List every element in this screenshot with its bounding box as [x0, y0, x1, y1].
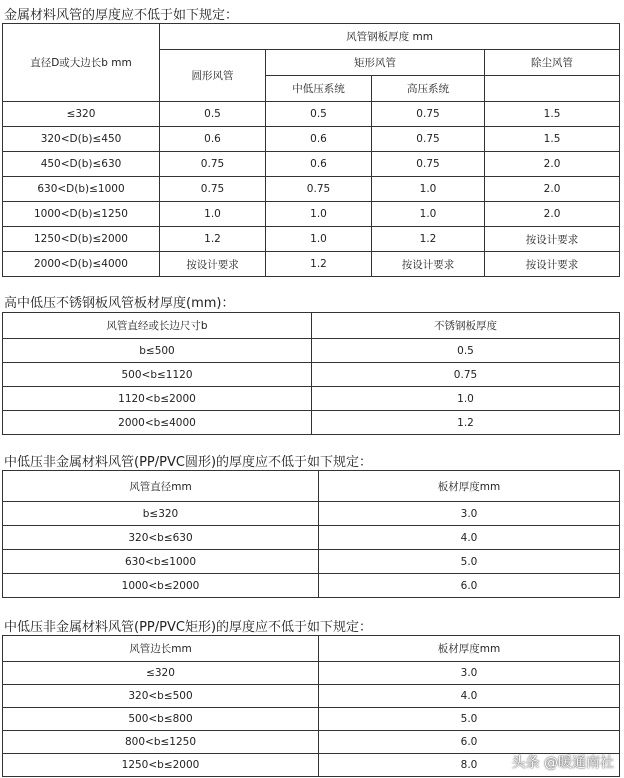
- t4-row: [3, 662, 620, 685]
- t1-cell: 1.0: [160, 202, 266, 227]
- t4-cell: 4.0: [319, 685, 620, 708]
- t4-cell: 6.0: [319, 731, 620, 754]
- t1-cell: 0.75: [372, 102, 485, 127]
- t1-cell: 320<D(b)≤450: [3, 127, 160, 152]
- t2-cell: b≤500: [3, 339, 312, 363]
- t2-cell: 0.75: [312, 363, 620, 387]
- metal-duct-thickness-table: [2, 23, 620, 277]
- t1-cell: 按设计要求: [160, 252, 266, 277]
- t1-cell: 0.5: [266, 102, 372, 127]
- t3-header-diameter: 风管直径mm: [3, 471, 319, 502]
- table1-heading: 金属材料风管的厚度应不低于如下规定：: [4, 8, 239, 23]
- t2-cell: 2000<b≤4000: [3, 411, 312, 435]
- header-dimension: 直径D或大边长b mm: [3, 24, 160, 102]
- t1-cell: 1.5: [485, 102, 620, 127]
- t3-row: [3, 502, 620, 526]
- t1-cell: 1000<D(b)≤1250: [3, 202, 160, 227]
- watermark: 头条 @暖通南社: [511, 755, 614, 771]
- t4-cell: ≤320: [3, 662, 319, 685]
- t3-cell: 1000<b≤2000: [3, 574, 319, 598]
- t1-cell: 1.2: [372, 227, 485, 252]
- pp-pvc-round-table: [2, 470, 620, 598]
- t1-cell: 2.0: [485, 177, 620, 202]
- t1-cell: 1.0: [372, 177, 485, 202]
- header-rect-duct: 矩形风管: [266, 50, 485, 76]
- t3-cell: b≤320: [3, 502, 319, 526]
- t1-row: [3, 227, 620, 252]
- t1-cell: 450<D(b)≤630: [3, 152, 160, 177]
- t1-cell: 2.0: [485, 202, 620, 227]
- t2-cell: 500<b≤1120: [3, 363, 312, 387]
- t3-cell: 3.0: [319, 502, 620, 526]
- t1-cell: 按设计要求: [485, 227, 620, 252]
- header-high-pressure: 高压系统: [372, 76, 485, 102]
- t2-row: [3, 387, 620, 411]
- t3-cell: 5.0: [319, 550, 620, 574]
- t1-cell: 1.0: [372, 202, 485, 227]
- t1-cell: ≤320: [3, 102, 160, 127]
- t1-cell: 0.75: [372, 127, 485, 152]
- t1-cell: 1.2: [266, 252, 372, 277]
- t1-row: [3, 127, 620, 152]
- t2-cell: 1120<b≤2000: [3, 387, 312, 411]
- t1-cell: 按设计要求: [372, 252, 485, 277]
- t4-header-side: 风管边长mm: [3, 636, 319, 662]
- t1-cell: 630<D(b)≤1000: [3, 177, 160, 202]
- t2-row: [3, 411, 620, 435]
- t1-row: [3, 152, 620, 177]
- t1-row: [3, 177, 620, 202]
- t1-cell: 0.6: [266, 127, 372, 152]
- t1-row: [3, 252, 620, 277]
- header-mid-low-pressure: 中低压系统: [266, 76, 372, 102]
- t1-cell: 0.75: [160, 177, 266, 202]
- t2-header-thickness: 不锈钢板厚度: [312, 313, 620, 339]
- t1-cell: 0.75: [266, 177, 372, 202]
- stainless-duct-thickness-table: [2, 312, 620, 435]
- t2-cell: 1.0: [312, 387, 620, 411]
- t1-row: [3, 102, 620, 127]
- t1-cell: 2.0: [485, 152, 620, 177]
- t4-cell: 800<b≤1250: [3, 731, 319, 754]
- header-dust-duct: 除尘风管: [485, 50, 620, 76]
- t3-header-thickness: 板材厚度mm: [319, 471, 620, 502]
- t2-cell: 1.2: [312, 411, 620, 435]
- t3-cell: 4.0: [319, 526, 620, 550]
- t2-row: [3, 339, 620, 363]
- t1-row: [3, 202, 620, 227]
- t2-header-size: 风管直经或长边尺寸b: [3, 313, 312, 339]
- t1-cell: 1250<D(b)≤2000: [3, 227, 160, 252]
- t4-row: [3, 708, 620, 731]
- t4-row: [3, 731, 620, 754]
- t4-cell: 8.0: [319, 754, 620, 777]
- header-steel-thickness: 风管钢板厚度 mm: [160, 24, 620, 50]
- t1-cell: 2000<D(b)≤4000: [3, 252, 160, 277]
- t3-row: [3, 574, 620, 598]
- t1-cell: 按设计要求: [485, 252, 620, 277]
- t1-cell: 0.75: [372, 152, 485, 177]
- t3-cell: 6.0: [319, 574, 620, 598]
- t4-header-thickness: 板材厚度mm: [319, 636, 620, 662]
- t1-cell: 1.5: [485, 127, 620, 152]
- t4-cell: 320<b≤500: [3, 685, 319, 708]
- t1-cell: 1.2: [160, 227, 266, 252]
- header-round-duct: 圆形风管: [160, 50, 266, 102]
- t3-row: [3, 550, 620, 574]
- t4-cell: 500<b≤800: [3, 708, 319, 731]
- t2-row: [3, 363, 620, 387]
- t3-row: [3, 526, 620, 550]
- table3-heading: 中低压非金属材料风管(PP/PVC圆形)的厚度应不低于如下规定：: [4, 455, 373, 470]
- t1-cell: 0.5: [160, 102, 266, 127]
- t1-cell: 0.6: [160, 127, 266, 152]
- t2-cell: 0.5: [312, 339, 620, 363]
- header-dust-empty: [485, 76, 620, 102]
- t4-row: [3, 685, 620, 708]
- t4-cell: 5.0: [319, 708, 620, 731]
- t3-cell: 630<b≤1000: [3, 550, 319, 574]
- t1-cell: 0.6: [266, 152, 372, 177]
- t4-cell: 1250<b≤2000: [3, 754, 319, 777]
- table4-heading: 中低压非金属材料风管(PP/PVC矩形)的厚度应不低于如下规定：: [4, 620, 373, 635]
- t4-cell: 3.0: [319, 662, 620, 685]
- table2-heading: 高中低压不锈钢板风管板材厚度(mm)：: [4, 296, 235, 311]
- t1-cell: 0.75: [160, 152, 266, 177]
- t3-cell: 320<b≤630: [3, 526, 319, 550]
- t1-cell: 1.0: [266, 202, 372, 227]
- t1-cell: 1.0: [266, 227, 372, 252]
